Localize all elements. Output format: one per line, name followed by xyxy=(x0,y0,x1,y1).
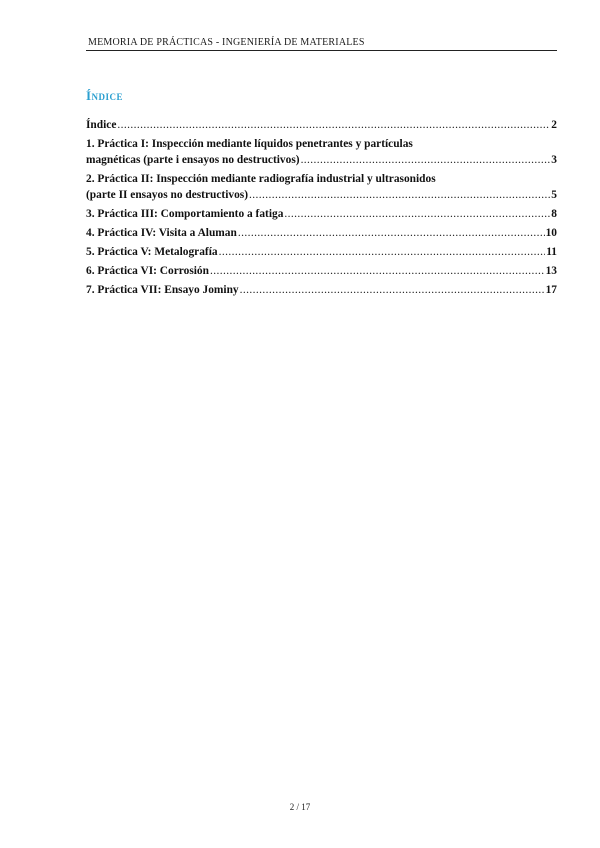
toc-entry-practica-4[interactable] xyxy=(86,225,557,241)
header-title: MEMORIA DE PRÁCTICAS - INGENIERÍA DE MATERIALES xyxy=(88,37,365,48)
toc-entry-title-line1: 1. Práctica I: Inspección mediante líquidos penetrantes y partículas xyxy=(86,138,413,150)
dot-leader xyxy=(301,152,551,168)
toc-entry-practica-7[interactable] xyxy=(86,282,557,298)
toc-entry-title: 4. Práctica IV: Visita a Aluman xyxy=(86,227,237,239)
toc-heading: Índice xyxy=(86,88,124,103)
toc-entry-title: 3. Práctica III: Comportamiento a fatiga xyxy=(86,208,284,220)
dot-leader xyxy=(219,244,546,260)
toc-entry-practica-5[interactable] xyxy=(86,244,557,260)
page-number: 2 / 17 xyxy=(289,802,311,812)
running-header xyxy=(86,36,557,51)
dot-leader xyxy=(238,225,545,241)
toc-entry-title-line1: 2. Práctica II: Inspección mediante radiografía industrial y ultrasonidos xyxy=(86,173,436,185)
toc-entry-title: 7. Práctica VII: Ensayo Jominy xyxy=(86,284,239,296)
toc-entry-page: 3 xyxy=(551,154,557,166)
toc-entry-practica-6[interactable] xyxy=(86,263,557,279)
toc-entry-practica-1[interactable] xyxy=(86,136,557,168)
dot-leader xyxy=(249,187,550,203)
toc-entry-title: magnéticas (parte i ensayos no destructivos) xyxy=(86,154,300,166)
toc-entry-page: 5 xyxy=(551,189,557,201)
toc-entry-indice[interactable] xyxy=(86,117,557,133)
toc-entry-page: 8 xyxy=(551,208,557,220)
toc-entry-page: 10 xyxy=(545,227,557,239)
table-of-contents xyxy=(86,117,557,301)
toc-entry-page: 17 xyxy=(545,284,557,296)
toc-entry-practica-3[interactable] xyxy=(86,206,557,222)
dot-leader xyxy=(117,117,550,133)
toc-entry-practica-2[interactable] xyxy=(86,171,557,203)
toc-entry-page: 13 xyxy=(545,265,557,277)
toc-entry-page: 2 xyxy=(551,119,557,131)
toc-entry-title: (parte II ensayos no destructivos) xyxy=(86,189,248,201)
dot-leader xyxy=(240,282,545,298)
toc-entry-title: 6. Práctica VI: Corrosión xyxy=(86,265,209,277)
dot-leader xyxy=(284,206,550,222)
dot-leader xyxy=(210,263,545,279)
toc-entry-title: 5. Práctica V: Metalografía xyxy=(86,246,218,258)
toc-entry-page: 11 xyxy=(546,246,557,258)
toc-entry-title: Índice xyxy=(86,119,117,131)
